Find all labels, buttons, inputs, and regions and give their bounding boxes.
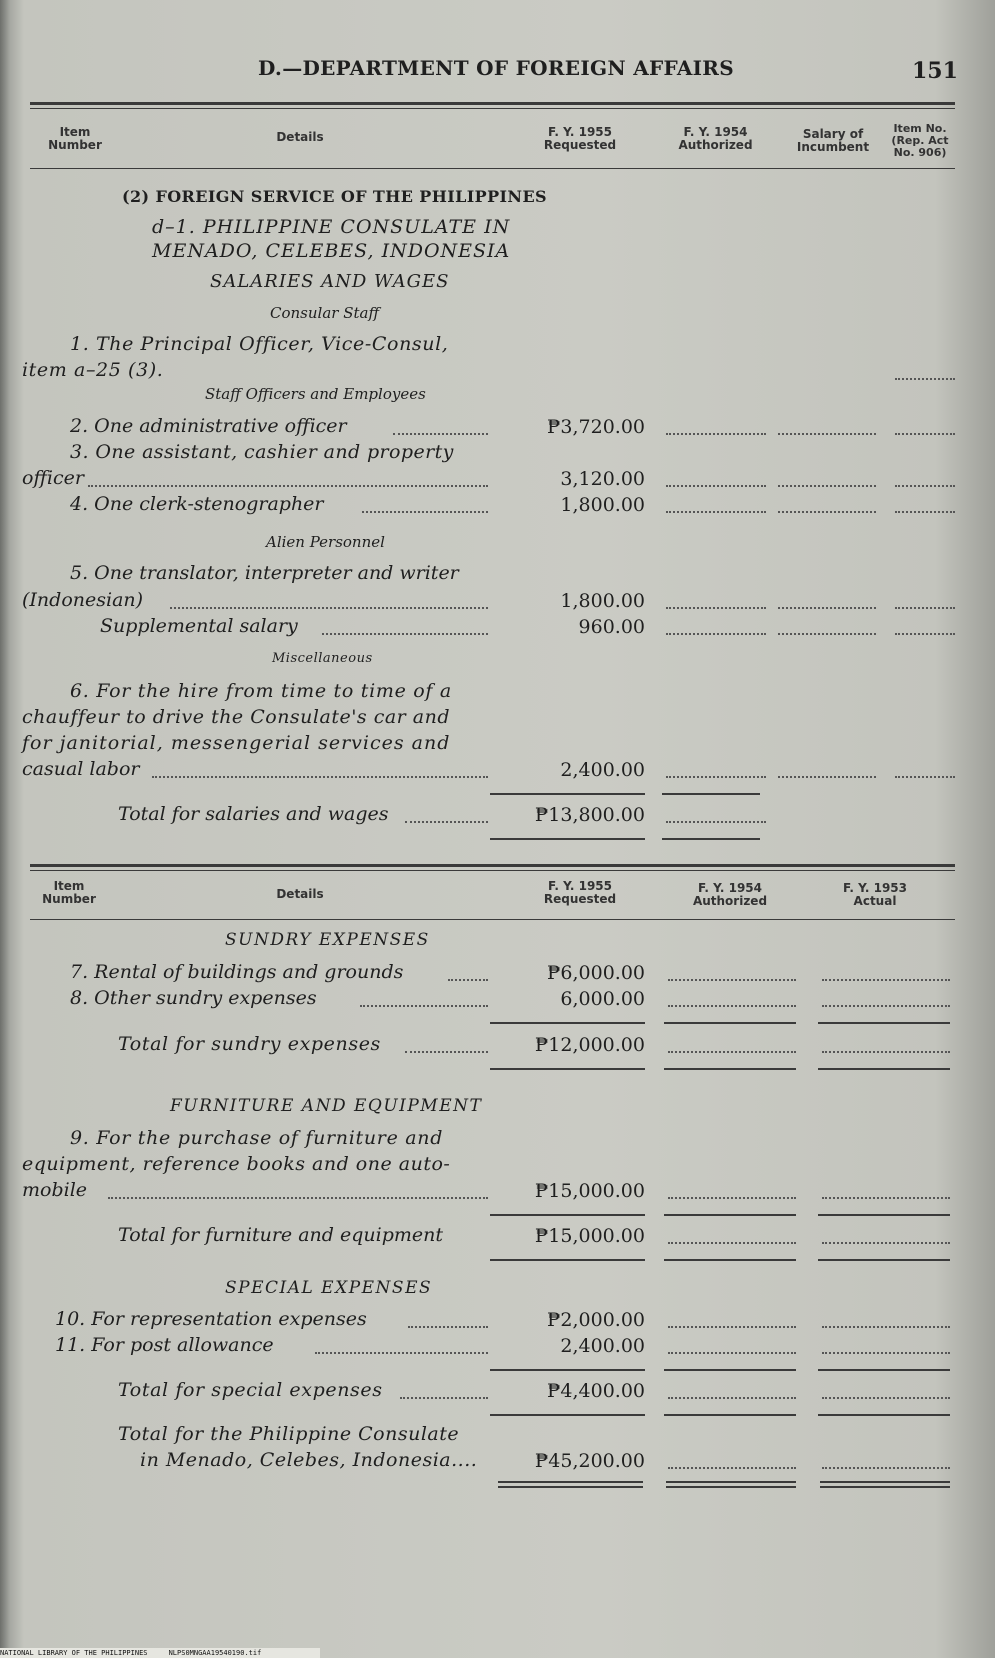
item-6-line-4: casual labor bbox=[22, 758, 140, 780]
subgroup-miscellaneous: Miscellaneous bbox=[272, 651, 373, 666]
supplemental-amount: 960.00 bbox=[578, 616, 645, 638]
col-details: Details bbox=[276, 130, 324, 144]
col-salary-incumbent: Salary of Incumbent bbox=[796, 127, 870, 154]
subgroup-staff-officers: Staff Officers and Employees bbox=[205, 385, 426, 403]
item-9-line-1: 9. For the purchase of furniture and bbox=[70, 1127, 444, 1149]
item-11-label: 11. For post allowance bbox=[55, 1334, 274, 1356]
header-rule bbox=[30, 102, 955, 105]
grand-total-amount: ₱45,200.00 bbox=[534, 1450, 645, 1472]
item-5-amount: 1,800.00 bbox=[560, 590, 645, 612]
item-4-label: 4. One clerk-stenographer bbox=[70, 493, 324, 515]
col-item-number: Item Number bbox=[48, 125, 102, 152]
special-total-amount: ₱4,400.00 bbox=[546, 1380, 645, 1402]
special-total-label: Total for special expenses bbox=[118, 1379, 383, 1401]
scan-footer: NATIONAL LIBRARY OF THE PHILIPPINES NLPS0MNGAA19540190.tif bbox=[0, 1648, 320, 1658]
item-1-line-1: 1. The Principal Officer, Vice-Consul, bbox=[70, 333, 449, 355]
item-10-amount: ₱2,000.00 bbox=[546, 1309, 645, 1331]
item-6-line-2: chauffeur to drive the Consulate's car and bbox=[22, 706, 451, 728]
item-9-line-2: equipment, reference books and one auto- bbox=[22, 1153, 451, 1175]
header-rule-thin bbox=[30, 108, 955, 109]
col-fy1955: F. Y. 1955 Requested bbox=[543, 125, 617, 152]
col2-details: Details bbox=[276, 887, 324, 901]
special-heading: SPECIAL EXPENSES bbox=[225, 1278, 433, 1298]
col2-item-number: Item Number bbox=[42, 879, 96, 906]
col-item-no: Item No. (Rep. Act No. 906) bbox=[891, 122, 949, 159]
item-8-label: 8. Other sundry expenses bbox=[70, 987, 317, 1009]
item-8-amount: 6,000.00 bbox=[560, 988, 645, 1010]
item-6-amount: 2,400.00 bbox=[560, 759, 645, 781]
item-5-line-2: (Indonesian) bbox=[22, 589, 144, 611]
item-3-line-2: officer bbox=[22, 467, 84, 489]
subgroup-consular-staff: Consular Staff bbox=[270, 304, 380, 322]
item-9-line-3: mobile bbox=[22, 1179, 88, 1201]
page-number: 151 bbox=[912, 58, 958, 84]
item-1-line-2: item a–25 (3). bbox=[22, 359, 164, 381]
sundry-heading: SUNDRY EXPENSES bbox=[225, 930, 430, 950]
furniture-total-amount: ₱15,000.00 bbox=[534, 1225, 645, 1247]
col2-fy1953: F. Y. 1953 Actual bbox=[842, 881, 907, 908]
consulate-heading-1: d–1. PHILIPPINE CONSULATE IN bbox=[152, 216, 511, 238]
item-7-amount: ₱6,000.00 bbox=[546, 962, 645, 984]
page-title: D.—DEPARTMENT OF FOREIGN AFFAIRS bbox=[258, 56, 734, 80]
col2-fy1954: F. Y. 1954 Authorized bbox=[692, 881, 768, 908]
item-3-amount: 3,120.00 bbox=[560, 468, 645, 490]
item-2-label: 2. One administrative officer bbox=[70, 415, 347, 437]
item-6-line-1: 6. For the hire from time to time of a bbox=[70, 680, 452, 702]
sundry-total-label: Total for sundry expenses bbox=[118, 1033, 381, 1055]
furniture-total-label: Total for furniture and equipment bbox=[118, 1224, 443, 1246]
item-9-amount: ₱15,000.00 bbox=[534, 1180, 645, 1202]
sundry-total-amount: ₱12,000.00 bbox=[534, 1034, 645, 1056]
header-bottom-rule bbox=[30, 168, 955, 169]
grand-total-line-1: Total for the Philippine Consulate bbox=[118, 1423, 460, 1445]
item-11-amount: 2,400.00 bbox=[560, 1335, 645, 1357]
item-2-amount: ₱3,720.00 bbox=[546, 416, 645, 438]
total-salaries-amount: ₱13,800.00 bbox=[534, 804, 645, 826]
consulate-heading-2: MENADO, CELEBES, INDONESIA bbox=[152, 240, 511, 262]
item-7-label: 7. Rental of buildings and grounds bbox=[70, 961, 404, 983]
item-4-amount: 1,800.00 bbox=[560, 494, 645, 516]
furniture-heading: FURNITURE AND EQUIPMENT bbox=[170, 1096, 483, 1116]
item-3-line-1: 3. One assistant, cashier and property bbox=[70, 441, 454, 463]
item-6-line-3: for janitorial, messengerial services and bbox=[22, 732, 451, 754]
col2-fy1955: F. Y. 1955 Requested bbox=[543, 879, 617, 906]
grand-total-line-2: in Menado, Celebes, Indonesia.... bbox=[140, 1449, 478, 1471]
item-10-label: 10. For representation expenses bbox=[55, 1308, 367, 1330]
group-heading: SALARIES AND WAGES bbox=[210, 271, 450, 292]
total-salaries-label: Total for salaries and wages bbox=[118, 803, 389, 825]
col-fy1954: F. Y. 1954 Authorized bbox=[678, 125, 753, 152]
item-5-line-1: 5. One translator, interpreter and writer bbox=[70, 562, 459, 584]
supplemental-label: Supplemental salary bbox=[100, 615, 298, 637]
section-heading: (2) FOREIGN SERVICE OF THE PHILIPPINES bbox=[122, 187, 547, 206]
subgroup-alien-personnel: Alien Personnel bbox=[266, 533, 385, 551]
